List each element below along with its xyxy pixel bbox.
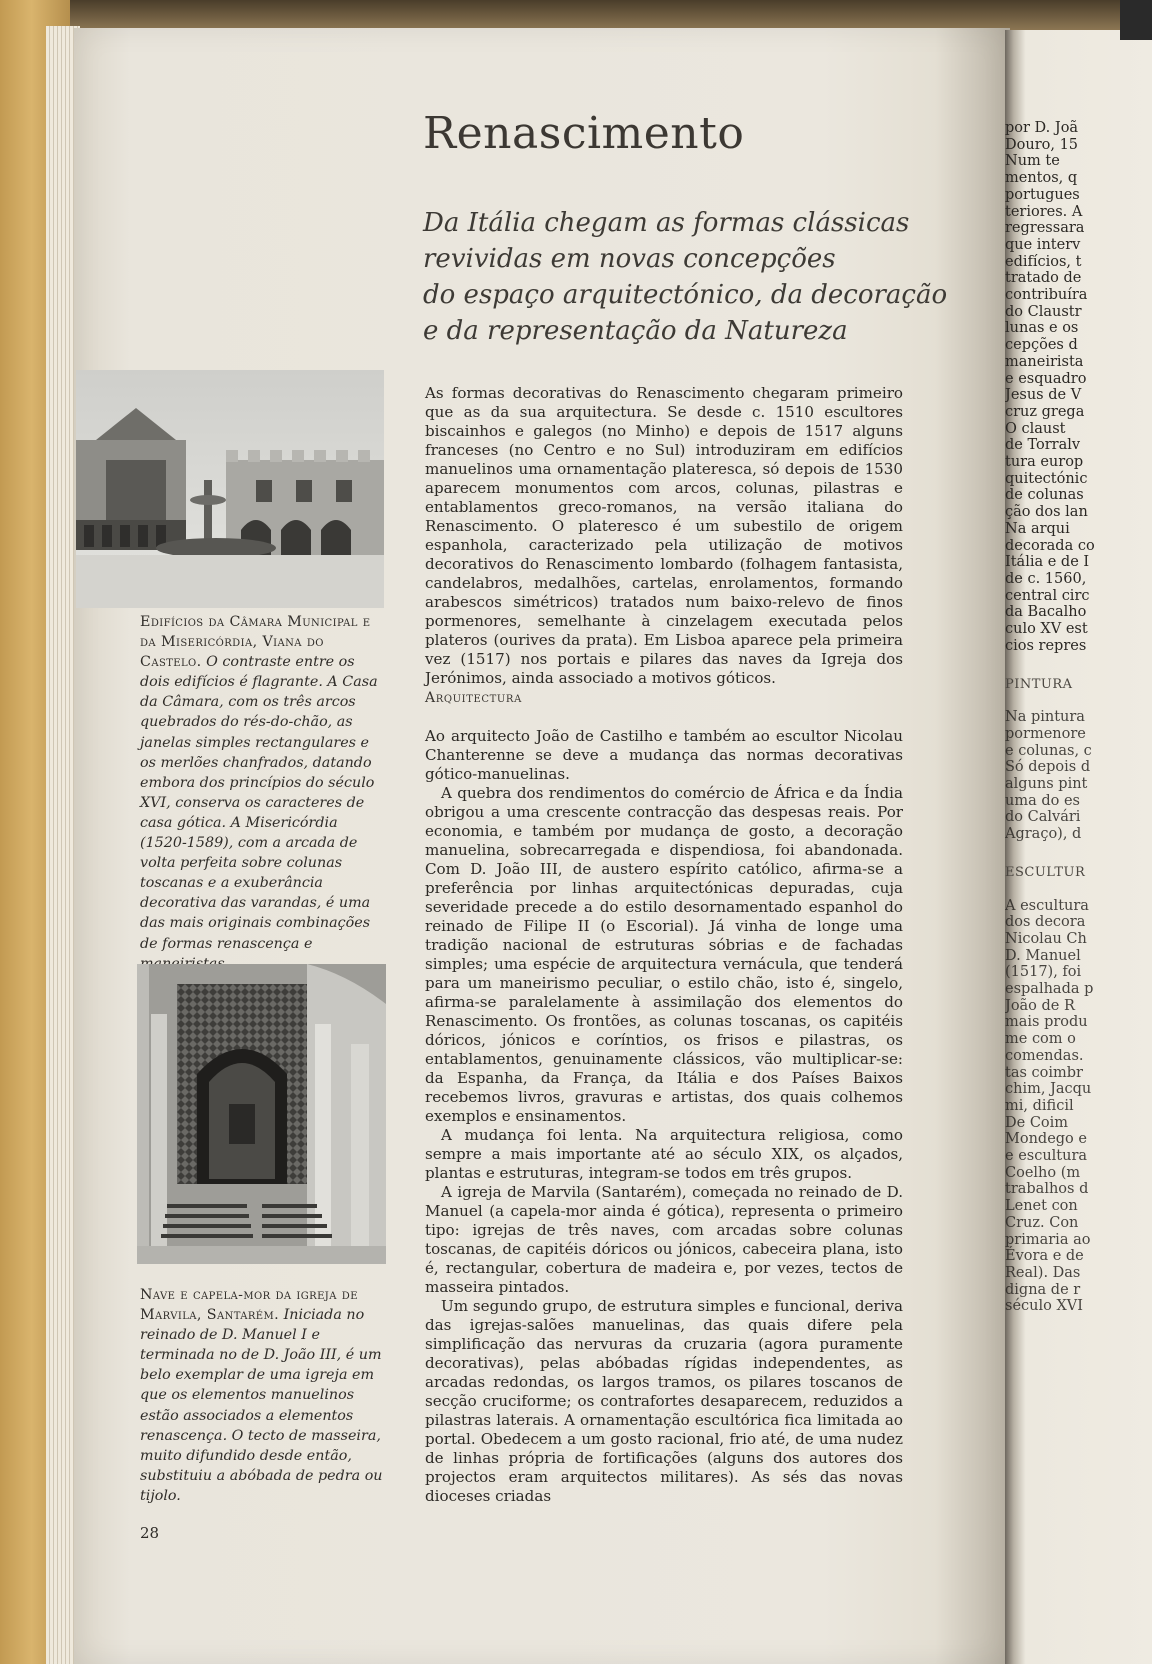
right-page-line: mi, dificil xyxy=(1005,1097,1074,1114)
right-page-text xyxy=(1005,120,1152,1315)
right-page-line: alguns pint xyxy=(1005,776,1088,793)
right-page-line: cruz grega xyxy=(1005,403,1085,420)
right-page-line: Douro, 15 xyxy=(1005,136,1079,153)
photo-viana-do-castelo xyxy=(76,370,384,608)
right-page-line: e colunas, c xyxy=(1005,742,1092,759)
right-page-line: regressara xyxy=(1005,220,1085,237)
right-page-line: quitectónic xyxy=(1005,470,1088,487)
body-paragraph: Ao arquitecto João de Castilho e também ao escultor Nicolau Chanterenne se deve a mudança das normas decorativas gótico-manuelinas. xyxy=(425,727,903,783)
right-page-line: Só depois d xyxy=(1005,759,1091,776)
right-page-line: Na arqui xyxy=(1005,520,1070,537)
right-page-line: contribuíra xyxy=(1005,287,1088,304)
right-page-line: Lenet con xyxy=(1005,1198,1078,1215)
right-page-line: decorada co xyxy=(1005,537,1095,554)
right-page-lines-c xyxy=(1005,898,1152,1316)
right-page-line: e esquadro xyxy=(1005,370,1087,387)
photo-marvila-image xyxy=(137,964,386,1264)
right-page-line: comendas. xyxy=(1005,1047,1084,1064)
right-page-line: Coelho (m xyxy=(1005,1164,1081,1181)
right-page-line: João de R xyxy=(1005,997,1075,1014)
right-page-line: Itália e de I xyxy=(1005,554,1090,571)
right-page-line: dos decora xyxy=(1005,914,1086,931)
right-page-line: tratado de xyxy=(1005,270,1082,287)
right-page-line: portugues xyxy=(1005,186,1080,203)
subtitle xyxy=(423,205,983,349)
right-page-line: cios repres xyxy=(1005,637,1087,654)
caption-text: Iniciada no reinado de D. Manuel I e terminada no de D. João III, é um belo exemplar de uma igreja em que os elementos manuelinos estão associados a elementos renascença. O tecto de masseira, muito difundido desde então, substituiu a abóbada de pedra ou tijolo. xyxy=(140,1307,383,1504)
caption-text: O contraste entre os dois edifícios é flagrante. A Casa da Câmara, com os três arcos quebrados do rés-do-chão, as janelas simples rectangulares e os merlões chanfrados, datando embora dos princípios do século XVI, conserva os caracteres de casa gótica. A Misericórdia (1520-1589), com a arcada de volta perfeita sobre colunas toscanas e a exuberância decorativa das varandas, é uma das mais originais combinações de formas renascença e xyxy=(140,654,378,952)
right-page-line: pormenore xyxy=(1005,725,1086,742)
right-page-line: De Coim xyxy=(1005,1114,1069,1131)
page-number: 28 xyxy=(140,1524,160,1542)
book-top-edge xyxy=(0,0,1152,30)
right-page-line: mais produ xyxy=(1005,1014,1088,1031)
right-page-line: espalhada p xyxy=(1005,981,1094,998)
right-page-line: primaria ao xyxy=(1005,1231,1091,1248)
right-page-line: digna de r xyxy=(1005,1281,1081,1298)
section-heading-text: Arquitectura xyxy=(425,690,522,706)
page-title: Renascimento xyxy=(423,108,745,159)
subtitle-line: e da representação da Natureza xyxy=(423,316,848,346)
body-paragraph: A igreja de Marvila (Santarém), começada no reinado de D. Manuel (a capela-mor ainda é gótica), representa o primeiro tipo: igrejas de três naves, com arcadas sobre colunas toscanas, de capitéis dóricos ou jónicos, cabeceira plana, isto é, rectangular, cobertura de madeira e, por vezes, tectos de masseira pintados. xyxy=(425,1183,903,1296)
right-page-line: Évora e de xyxy=(1005,1248,1084,1265)
right-page-line: teriores. A xyxy=(1005,203,1083,220)
right-page-lines-b xyxy=(1005,709,1152,843)
right-page-lines-a xyxy=(1005,120,1152,655)
right-page-line: de c. 1560, xyxy=(1005,570,1087,587)
right-page-line: mentos, q xyxy=(1005,170,1078,187)
right-page-line: que interv xyxy=(1005,236,1081,253)
right-page-line: trabalhos d xyxy=(1005,1181,1089,1198)
caption-viana xyxy=(140,612,388,974)
right-page-line: central circ xyxy=(1005,587,1090,604)
right-page-line: e escultura xyxy=(1005,1148,1088,1165)
intro-paragraph-block xyxy=(425,384,903,688)
body-paragraph: Um segundo grupo, de estrutura simples e funcional, deriva das igrejas-salões manuelinas, das quais difere pela simplificação das nervuras da cruzaria (agora puramente decorativas), pelas abóbadas rígidas independentes, as arcadas redondas, os largos tramos, os pilares toscanos de secção cruciforme; os contrafortes desaparecem, reduzidos a pilastras laterais. A ornamentação escultórica fica limitada ao portal. Obedecem a um gosto racional, frio até, de uma nudez de linhas própria de fortificações (alguns dos autores dos projectos eram arquitectos militares). As sés das novas dioceses criadas xyxy=(425,1297,903,1505)
section-heading xyxy=(425,690,522,706)
right-page-line: me com o xyxy=(1005,1031,1076,1048)
right-page-line: Mondego e xyxy=(1005,1131,1087,1148)
right-page-line: maneirista xyxy=(1005,353,1084,370)
right-page-line: do Claustr xyxy=(1005,303,1082,320)
body-paragraph: A quebra dos rendimentos do comércio de África e da Índia obrigou a uma crescente contracção das despesas reais. Por economia, e também por mudança de gosto, a decoração manuelina, sobrecarregada e dispendiosa, foi abandonada. Com D. João III, de austero espírito católico, afirma-se a preferência por linhas arquitectónicas depuradas, cuja severidade precede a do estilo desornamentado espanhol do reinado de Filipe II (o Escorial). Já vinha de longe uma tradição nacional de estruturas sóbrias e de fachadas simples; uma espécie de arquitectura vernácula, que tenderá para um maneirismo peculiar, o estilo chão, isto é, singelo, afirma-se paralelamente à assimilação dos elementos do Renascimento. Os frontões, as colunas toscanas, os capitéis dóricos, jónicos e coríntios, os frisos e pilastras, os entablamentos, genuinamente clássicos, vão multiplicar-se: da Espanha, da França, da Itália e dos Países Baixos recebemos livros, gravuras e artistas, dos quais colhemos exemplos e ensinamentos. xyxy=(425,784,903,1125)
caption-marvila xyxy=(140,1285,388,1506)
right-page-line: Real). Das xyxy=(1005,1265,1081,1281)
right-page-line: Num te xyxy=(1005,153,1060,170)
caption-heading: Edifícios da Câmara Municipal e da Misericórdia, Viana do Castelo. xyxy=(140,614,371,671)
right-page-heading-pintura: PINTURA xyxy=(1005,676,1073,692)
right-page-line: A escultura xyxy=(1005,897,1089,914)
right-page-line: Jesus de V xyxy=(1005,387,1082,404)
right-page-line: por D. Joã xyxy=(1005,120,1079,136)
photo-viana-image xyxy=(76,370,384,608)
body-paragraph: A mudança foi lenta. Na arquitectura religiosa, como sempre a mais importante até ao século XIX, os alçados, plantas e estruturas, integram-se todos em três grupos. xyxy=(425,1126,903,1182)
right-page-line: tas coimbr xyxy=(1005,1064,1083,1081)
right-page-line: ção dos lan xyxy=(1005,504,1088,521)
right-page-line: uma do es xyxy=(1005,792,1080,809)
right-page-line: chim, Jacqu xyxy=(1005,1081,1092,1098)
right-cover-corner xyxy=(1120,0,1152,40)
right-page-line: Na pintura xyxy=(1005,709,1085,726)
subtitle-line: Da Itália chegam as formas clássicas xyxy=(423,208,910,238)
right-page-line: de Torralv xyxy=(1005,437,1081,454)
architecture-section xyxy=(425,727,903,1506)
right-page-line: O claust xyxy=(1005,420,1066,437)
caption-heading: Nave e capela-mor da igreja de Marvila, Santarém. xyxy=(140,1287,358,1324)
right-page-line: cepções d xyxy=(1005,337,1078,354)
right-page-line: culo XV est xyxy=(1005,621,1088,638)
right-page-line: Nicolau Ch xyxy=(1005,930,1087,947)
right-page-line: (1517), foi xyxy=(1005,964,1082,981)
right-page-line: Cruz. Con xyxy=(1005,1214,1079,1231)
subtitle-line: do espaço arquitectónico, da decoração xyxy=(423,280,948,310)
right-page-line: século XVI xyxy=(1005,1298,1083,1315)
right-page-line: de colunas xyxy=(1005,487,1084,504)
subtitle-line: revividas em novas concepções xyxy=(423,244,836,274)
right-page-line: D. Manuel xyxy=(1005,947,1081,964)
body-paragraph: As formas decorativas do Renascimento chegaram primeiro que as da sua arquitectura. Se desde c. 1510 escultores biscainhos e galegos (no Minho) e depois de 1517 alguns franceses (no Centro e no Sul) introduziram em edifícios manuelinos uma ornamentação plateresca, só depois de 1530 aparecem monumentos com arcos, colunas, pilastras e entablamentos greco-romanos, na versão italiana do Renascimento. O plateresco é um subestilo de origem espanhola, caracterizado pela utilização de motivos decorativos do Renascimento lombardo (folhagem fantasista, candelabros, medalhões, cartelas, enrolamentos, formando arabescos simétricos) tratados num baixo-relevo de finos pormenores, semelhante à cinzelagem executada pelos plateros (ourives da prata). Em Lisboa aparece pela primeira vez (1517) nos portais e pilares das naves da Igreja dos Jerónimos, ainda associado a motivos góticos. xyxy=(425,384,903,687)
right-page-heading-escultura: ESCULTUR xyxy=(1005,864,1086,880)
right-page-line: Agraço), d xyxy=(1005,826,1082,843)
right-page-line: edifícios, t xyxy=(1005,253,1082,270)
right-page-line: do Calvári xyxy=(1005,809,1081,826)
photo-marvila-church xyxy=(137,964,386,1264)
right-page-line: da Bacalho xyxy=(1005,604,1087,621)
right-page-line: lunas e os xyxy=(1005,320,1079,337)
right-page-line: tura europ xyxy=(1005,454,1084,471)
